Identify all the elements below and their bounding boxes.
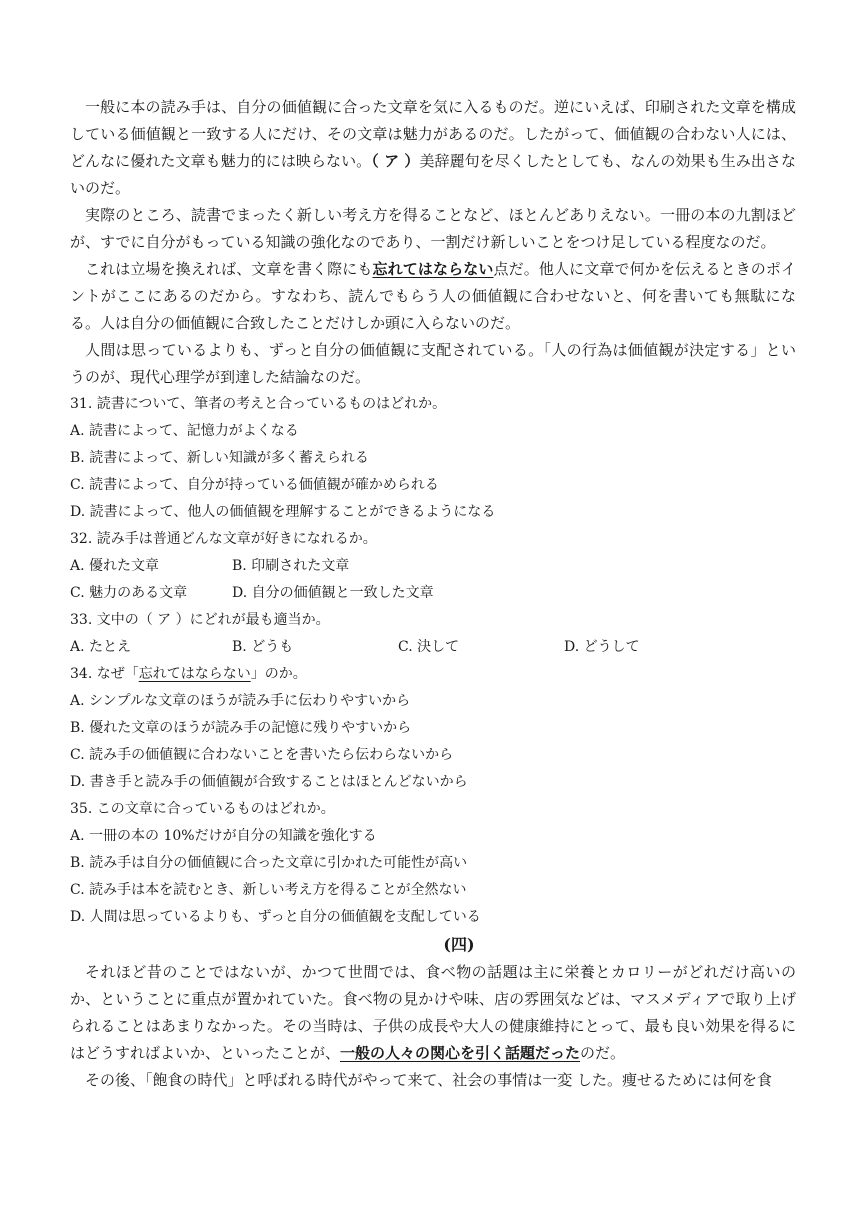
reading-paragraph-2: 実際のところ、読書でまったく新しい考え方を得ることなど、ほとんどありえない。一冊の本の九割ほどが、すでに自分がもっている知識の強化なのであり、一割だけ新しいことをつけ足している程度なのだ。 — [70, 206, 796, 251]
question-32-option-c: C. 魅力のある文章 — [70, 585, 188, 601]
question-31-option-a: A. 読書によって、記憶力がよくなる — [70, 423, 299, 439]
reading-paragraph-1: 一般に本の読み手は、自分の価値観に合った文章を気に入るものだ。逆にいえば、印刷された文章を構成している価値観と一致する人にだけ、その文章は魅力があるのだ。したがって、価値観の合わない人には、どんなに優れた文章も魅力的には映らない。（ ア ）美辞麗句を尽くしたとしても、なんの効果も生み出さないのだ。 — [70, 98, 796, 197]
question-32-stem: 32. 読み手は普通どんな文章が好きになれるか。 — [70, 531, 377, 547]
underlined-phrase: 忘れてはならない — [138, 666, 251, 682]
question-33-option-a: A. たとえ — [70, 639, 132, 655]
question-31-option-d: D. 読書によって、他人の価値観を理解することができるようになる — [70, 504, 496, 520]
section-4-paragraph-2: その後、「飽食の時代」と呼ばれる時代がやって来て、社会の事情は一変 した。痩せるためには何を食 — [85, 1071, 772, 1089]
question-33-option-b: B. どうも — [232, 639, 294, 655]
question-33-options — [70, 634, 796, 661]
reading-paragraph-3: これは立場を換えれば、文章を書く際にも忘れてはならない点だ。他人に文章で何かを伝えるときのポイントがここにあるのだから。すなわち、読んでもらう人の価値観に合わせないと、何を書いても無駄になる。人は自分の価値観に合致したことだけしか頭に入らないのだ。 — [70, 260, 796, 332]
page-content — [70, 94, 796, 1094]
question-34-option-c: C. 読み手の価値観に合わないことを書いたら伝わらないから — [70, 747, 454, 763]
question-31-stem: 31. 読書について、筆者の考えと合っているものはどれか。 — [70, 396, 447, 412]
section-4-paragraph-1: それほど昔のことではないが、かつて世間では、食べ物の話題は主に栄養とカロリーがどれだけ高いのか、ということに重点が置かれていた。食べ物の見かけや味、店の雰囲気などは、マスメディアで取り上げられることはあまりなかった。その当時は、子供の成長や大人の健康維持にとって、最も良い効果を得るにはどうすればよいか、といったことが、一般の人々の関心を引く話題だったのだ。 — [70, 963, 796, 1062]
blank-a: （ ア ） — [371, 152, 420, 170]
question-35-stem: 35. この文章に合っているものはどれか。 — [70, 801, 335, 817]
question-35-option-d: D. 人間は思っているよりも、ずっと自分の価値観を支配している — [70, 909, 481, 925]
reading-paragraph-4: 人間は思っているよりも、ずっと自分の価値観に支配されている。「人の行為は価値観が決定する」というのが、現代心理学が到達した結論なのだ。 — [70, 341, 796, 386]
question-33-option-c: C. 決して — [398, 639, 460, 655]
question-31-option-c: C. 読書によって、自分が持っている価値観が確かめられる — [70, 477, 439, 493]
underlined-phrase: 忘れてはならない — [372, 260, 494, 278]
question-32-options-row-2 — [70, 580, 796, 607]
question-34-option-a: A. シンプルな文章のほうが読み手に伝わりやすいから — [70, 693, 411, 709]
question-35-option-a: A. 一冊の本の 10%だけが自分の知識を強化する — [70, 828, 377, 844]
underlined-phrase: 一般の人々の関心を引く話題だった — [340, 1044, 581, 1062]
question-32-option-b: B. 印刷された文章 — [232, 558, 350, 574]
question-32-option-a: A. 優れた文章 — [70, 558, 160, 574]
question-35-option-c: C. 読み手は本を読むとき、新しい考え方を得ることが全然ない — [70, 882, 467, 898]
question-33-stem: 33. 文中の（ ア ）にどれが最も適当か。 — [70, 612, 330, 628]
question-32-option-d: D. 自分の価値観と一致した文章 — [232, 585, 434, 601]
question-34-stem: 34. なぜ「忘れてはならない」のか。 — [70, 666, 307, 682]
question-35-option-b: B. 読み手は自分の価値観に合った文章に引かれた可能性が高い — [70, 855, 468, 871]
question-34-option-b: B. 優れた文章のほうが読み手の記憶に残りやすいから — [70, 720, 412, 736]
question-33-option-d: D. どうして — [564, 639, 640, 655]
section-heading: (四) — [443, 935, 475, 954]
question-31-option-b: B. 読書によって、新しい知識が多く蓄えられる — [70, 450, 369, 466]
question-32-options-row-1 — [70, 553, 796, 580]
question-34-option-d: D. 書き手と読み手の価値観が合致することはほとんどないから — [70, 774, 468, 790]
